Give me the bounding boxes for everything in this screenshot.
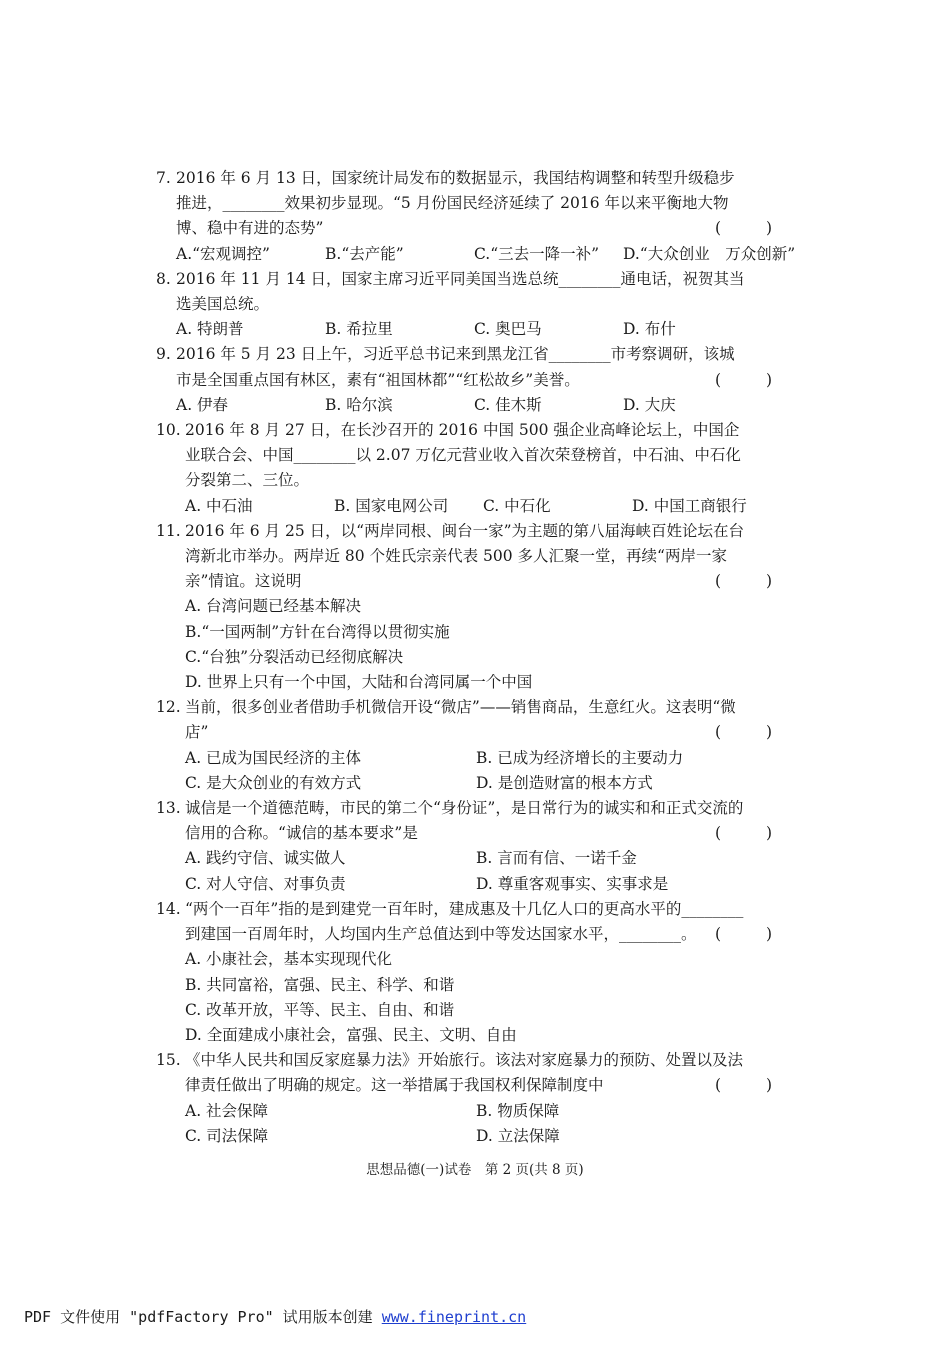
question-stem (156, 1048, 796, 1098)
question-block (156, 267, 796, 343)
answer-options (156, 317, 796, 342)
question-number: 8. (156, 269, 171, 288)
answer-options (156, 594, 796, 695)
question-block (156, 418, 796, 519)
question-stem (156, 166, 796, 242)
answer-options (156, 846, 796, 896)
question-block (156, 796, 796, 897)
answer-option: B. 共同富裕，富强、民主、科学、和谐 (185, 975, 455, 994)
question-block (156, 519, 796, 695)
answer-option: D. 中国工商银行 (632, 496, 747, 515)
question-text: 2016 年 5 月 23 日上午，习近平总书记来到黑龙江省________市考察调研，该城市是全国重点国有林区，素有“祖国林都”“红松故乡”美誉。 (176, 345, 735, 389)
answer-option: A. 特朗普 (176, 320, 244, 339)
question-text: 2016 年 8 月 27 日，在长沙召开的 2016 中国 500 强企业高峰论坛上，中国企业联合会、中国________以 2.07 万亿元营业收入首次荣登榜首，中石油、中石化分裂第二、三位。 (185, 421, 741, 490)
answer-option: D. 布什 (623, 320, 676, 339)
answer-option: D. 世界上只有一个中国，大陆和台湾同属一个中国 (185, 673, 533, 692)
question-number: 13. (156, 799, 181, 818)
question-number: 15. (156, 1051, 181, 1070)
answer-option: C. 改革开放，平等、民主、自由、和谐 (185, 1000, 455, 1019)
answer-option: A. 践约守信、诚实做人 (185, 849, 346, 868)
answer-option: C. 是大众创业的有效方式 (185, 773, 362, 792)
answer-parentheses: ( ) (714, 370, 792, 389)
answer-option: D. 尊重客观事实、实事求是 (476, 874, 669, 893)
question-stem (156, 796, 796, 846)
question-block (156, 1048, 796, 1149)
answer-parentheses: ( ) (714, 219, 792, 238)
watermark-text: PDF 文件使用 "pdfFactory Pro" 试用版本创建 (24, 1308, 382, 1326)
question-stem (156, 519, 796, 595)
answer-parentheses: ( ) (714, 1076, 792, 1095)
answer-option: C. 对人守信、对事负责 (185, 874, 346, 893)
answer-parentheses: ( ) (714, 572, 792, 591)
answer-option: B. 物质保障 (476, 1101, 560, 1120)
question-block (156, 897, 796, 1048)
answer-option: D. 是创造财富的根本方式 (476, 773, 653, 792)
answer-option: C. 奥巴马 (474, 320, 542, 339)
answer-option: B. 言而有信、一诺千金 (476, 849, 637, 868)
page-footer: 思想品德(一)试卷 第 2 页(共 8 页) (366, 1162, 584, 1178)
answer-options (156, 1099, 796, 1149)
question-number: 12. (156, 698, 181, 717)
answer-option: A. 小康社会，基本实现现代化 (185, 950, 393, 969)
question-number: 11. (156, 521, 181, 540)
answer-options (156, 242, 796, 267)
answer-option: A. 台湾问题已经基本解决 (185, 597, 362, 616)
answer-option: A.“宏观调控” (176, 244, 270, 263)
answer-options (156, 746, 796, 796)
pdffactory-watermark (24, 1306, 526, 1327)
answer-option: B. 哈尔滨 (325, 395, 393, 414)
answer-options (156, 393, 796, 418)
question-text: 《中华人民共和国反家庭暴力法》开始旅行。该法对家庭暴力的预防、处置以及法律责任做出了明确的规定。这一举措属于我国权利保障制度中 (185, 1051, 744, 1095)
question-stem (156, 695, 796, 745)
question-text: 2016 年 6 月 13 日，国家统计局发布的数据显示，我国结构调整和转型升级稳步推进，________效果初步显现。“5 月份国民经济延续了 2016 年以来平衡地大物博、稳中有进的态势” (176, 169, 735, 238)
question-stem (156, 418, 796, 494)
answer-option: B.“一国两制”方针在台湾得以贯彻实施 (185, 622, 450, 641)
question-block (156, 166, 796, 267)
answer-option: B. 希拉里 (325, 320, 393, 339)
answer-parentheses: ( ) (714, 824, 792, 843)
answer-option: A. 已成为国民经济的主体 (185, 748, 362, 767)
answer-option: D.“大众创业 万众创新” (623, 244, 796, 263)
answer-parentheses: ( ) (714, 723, 792, 742)
question-block (156, 695, 796, 796)
question-stem (156, 342, 796, 392)
question-text: 2016 年 11 月 14 日，国家主席习近平同美国当选总统________通电话，祝贺其当选美国总统。 (176, 269, 745, 314)
answer-options (156, 947, 796, 1048)
question-text: “两个一百年”指的是到建党一百年时，建成惠及十几亿人口的更高水平的________到建国一百周年时，人均国内生产总值达到中等发达国家水平，________。 (185, 899, 744, 944)
exam-page (156, 166, 796, 1149)
answer-parentheses: ( ) (714, 925, 792, 944)
question-number: 7. (156, 169, 171, 187)
answer-option: A. 伊春 (176, 395, 229, 414)
answer-option: B.“去产能” (325, 244, 404, 263)
question-text: 2016 年 6 月 25 日，以“两岸同根、闽台一家”为主题的第八届海峡百姓论坛在台湾新北市举办。两岸近 80 个姓氏宗亲代表 500 多人汇聚一堂，再续“两岸一家亲”情谊。这说明 (185, 521, 745, 591)
answer-option: A. 中石油 (185, 496, 253, 515)
answer-option: C. 中石化 (483, 496, 551, 515)
question-number: 10. (156, 421, 181, 440)
answer-option: C.“三去一降一补” (474, 244, 600, 263)
answer-option: C. 司法保障 (185, 1126, 269, 1145)
question-text: 当前，很多创业者借助手机微信开设“微店”——销售商品，生意红火。这表明“微店” (185, 698, 736, 742)
answer-option: D. 大庆 (623, 395, 676, 414)
fineprint-link[interactable]: www.fineprint.cn (381, 1308, 527, 1326)
answer-option: D. 立法保障 (476, 1126, 560, 1145)
answer-option: B. 国家电网公司 (334, 496, 449, 515)
answer-option: C. 佳木斯 (474, 395, 542, 414)
answer-option: B. 已成为经济增长的主要动力 (476, 748, 684, 767)
question-stem (156, 267, 796, 317)
answer-options (156, 494, 796, 519)
answer-option: A. 社会保障 (185, 1101, 269, 1120)
question-stem (156, 897, 796, 947)
question-number: 14. (156, 899, 181, 918)
question-text: 诚信是一个道德范畴，市民的第二个“身份证”，是日常行为的诚实和和正式交流的信用的合称。“诚信的基本要求”是 (185, 799, 744, 843)
question-block (156, 342, 796, 418)
answer-option: C.“台独”分裂活动已经彻底解决 (185, 647, 404, 666)
question-number: 9. (156, 345, 171, 364)
answer-option: D. 全面建成小康社会，富强、民主、文明、自由 (185, 1025, 517, 1044)
